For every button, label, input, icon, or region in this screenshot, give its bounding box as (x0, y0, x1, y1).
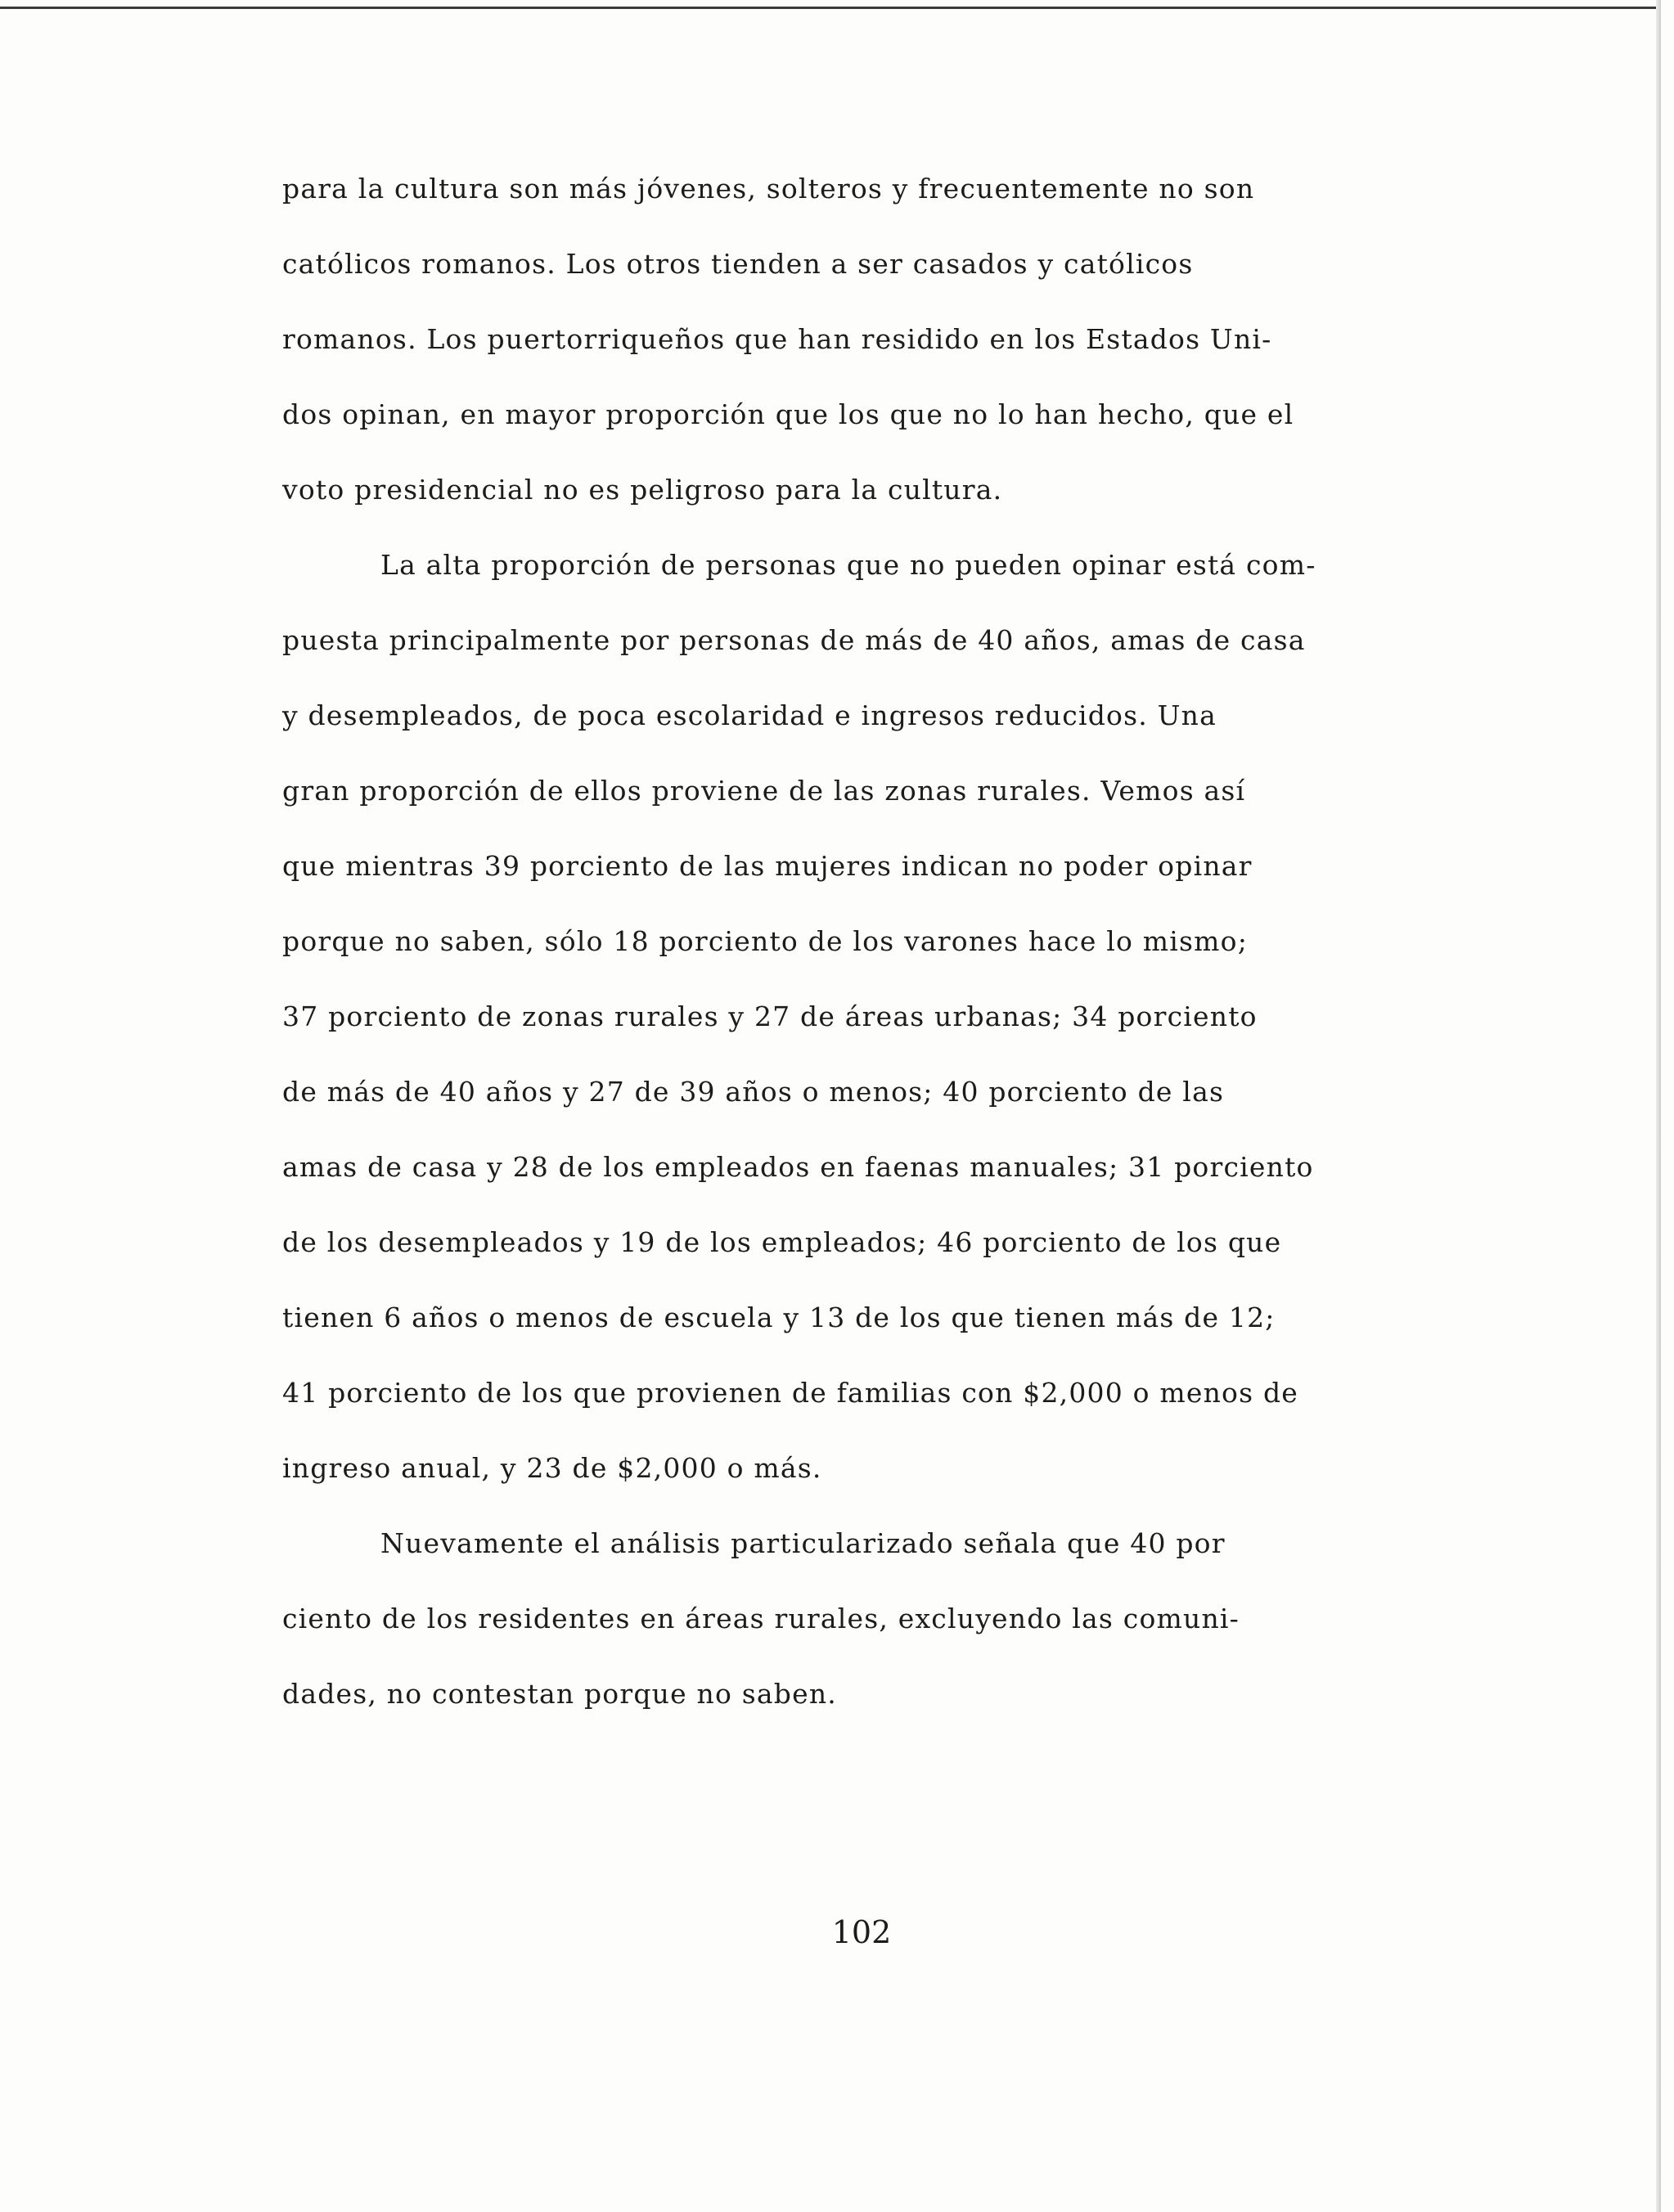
top-border-line (0, 7, 1661, 9)
text-line: tienen 6 años o menos de escuela y 13 de los que tienen más de 12; (282, 1302, 1276, 1333)
body-text (282, 160, 1436, 1741)
text-line: dades, no contestan porque no saben. (282, 1678, 837, 1710)
text-line: ciento de los residentes en áreas rurales, excluyendo las comuni- (282, 1603, 1240, 1634)
text-line: 37 porciento de zonas rurales y 27 de áreas urbanas; 34 porciento (282, 1000, 1258, 1032)
paragraph-start-line: Nuevamente el análisis particularizado señala que 40 por (380, 1527, 1226, 1559)
text-line: católicos romanos. Los otros tienden a ser casados y católicos (282, 248, 1194, 280)
page-right-edge (1656, 0, 1661, 2212)
text-line: 41 porciento de los que provienen de familias con $2,000 o menos de (282, 1377, 1299, 1409)
page-number: 102 (831, 1914, 892, 1950)
text-line: dos opinan, en mayor proporción que los que no lo han hecho, que el (282, 398, 1294, 430)
text-line: porque no saben, sólo 18 porciento de los varones hace lo mismo; (282, 925, 1249, 957)
text-line: de más de 40 años y 27 de 39 años o menos; 40 porciento de las (282, 1076, 1225, 1108)
paragraph-start-line: La alta proporción de personas que no pueden opinar está com- (380, 549, 1316, 581)
text-line: romanos. Los puertorriqueños que han residido en los Estados Uni- (282, 323, 1272, 355)
text-line: amas de casa y 28 de los empleados en faenas manuales; 31 porciento (282, 1151, 1314, 1183)
text-line: ingreso anual, y 23 de $2,000 o más. (282, 1452, 822, 1484)
text-line: que mientras 39 porciento de las mujeres indican no poder opinar (282, 850, 1253, 882)
text-line: para la cultura son más jóvenes, solteros y frecuentemente no son (282, 173, 1255, 205)
text-line: y desempleados, de poca escolaridad e ingresos reducidos. Una (282, 699, 1217, 731)
text-line: puesta principalmente por personas de más de 40 años, amas de casa (282, 624, 1306, 656)
text-line: voto presidencial no es peligroso para la cultura. (282, 474, 1003, 506)
text-line: de los desempleados y 19 de los empleados; 46 porciento de los que (282, 1226, 1282, 1258)
text-line: gran proporción de ellos proviene de las zonas rurales. Vemos así (282, 775, 1246, 807)
